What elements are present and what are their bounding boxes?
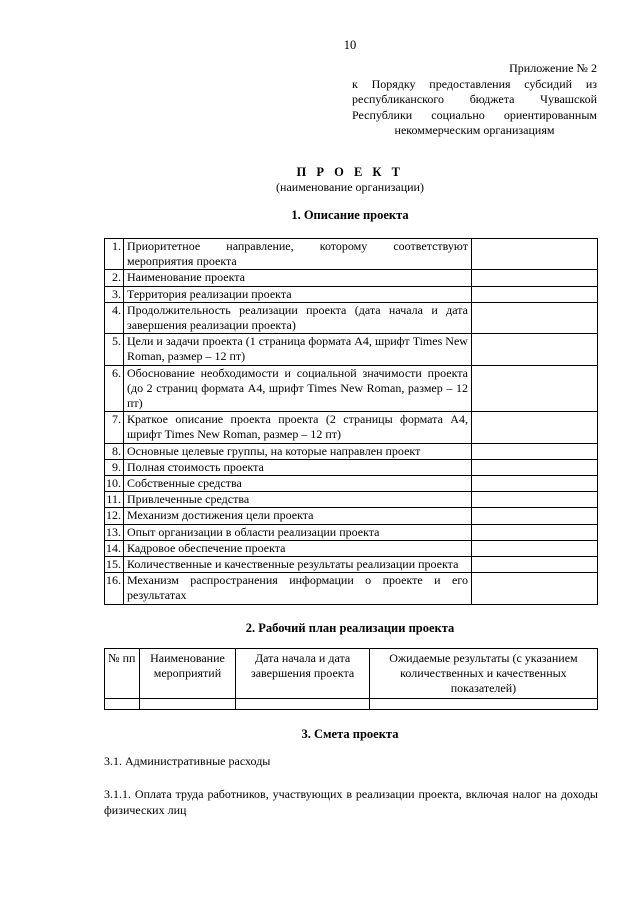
row-value[interactable] (471, 412, 597, 443)
appendix-line-1: Приложение № 2 (509, 61, 597, 75)
appendix-line-4: Республики социально ориентированным (352, 107, 597, 122)
row-number: 3. (105, 286, 124, 302)
row-value[interactable] (471, 476, 597, 492)
row-description: Обоснование необходимости и социальной значимости проекта (до 2 страниц формата А4, шрифт Times New Roman, размер – 12 пт) (123, 365, 471, 412)
row-value[interactable] (471, 443, 597, 459)
row-number: 12. (105, 508, 124, 524)
row-description: Количественные и качественные результаты реализации проекта (123, 557, 471, 573)
table-row (105, 459, 598, 475)
row-value[interactable] (471, 557, 597, 573)
row-description: Собственные средства (123, 476, 471, 492)
budget-item-3-1-1: 3.1.1. Оплата труда работников, участвующих в реализации проекта, включая налог на доходы физических лиц (104, 787, 598, 817)
cell-number[interactable] (105, 699, 140, 710)
cell-results[interactable] (369, 699, 597, 710)
row-value[interactable] (471, 508, 597, 524)
row-number: 9. (105, 459, 124, 475)
row-number: 1. (105, 239, 124, 270)
row-description: Механизм достижения цели проекта (123, 508, 471, 524)
column-header-dates: Дата начала и дата завершения проекта (236, 649, 370, 699)
table-row (105, 412, 598, 443)
column-header-results: Ожидаемые результаты (с указанием количественных и качественных показателей) (369, 649, 597, 699)
row-number: 11. (105, 492, 124, 508)
cell-dates[interactable] (236, 699, 370, 710)
row-number: 7. (105, 412, 124, 443)
table-row (105, 239, 598, 270)
row-description: Опыт организации в области реализации проекта (123, 524, 471, 540)
row-number: 16. (105, 573, 124, 604)
row-description: Приоритетное направление, которому соответствуют мероприятия проекта (123, 239, 471, 270)
row-value[interactable] (471, 459, 597, 475)
row-number: 6. (105, 365, 124, 412)
table-row (105, 557, 598, 573)
table-header-row (105, 649, 598, 699)
column-header-activities: Наименование мероприятий (139, 649, 236, 699)
table-row (105, 699, 598, 710)
appendix-line-5: некоммерческим организациям (394, 123, 555, 137)
project-description-table (104, 238, 598, 605)
row-value[interactable] (471, 540, 597, 556)
document-subtitle: (наименование организации) (276, 180, 424, 194)
row-number: 8. (105, 443, 124, 459)
row-description: Привлеченные средства (123, 492, 471, 508)
cell-activities[interactable] (139, 699, 236, 710)
row-description: Наименование проекта (123, 270, 471, 286)
row-value[interactable] (471, 365, 597, 412)
appendix-header (352, 61, 597, 139)
table-row (105, 524, 598, 540)
table-row (105, 508, 598, 524)
budget-item-3-1: 3.1. Административные расходы (104, 754, 271, 768)
appendix-line-3: республиканского бюджета Чувашской (352, 92, 597, 106)
section-3-heading: 3. Смета проекта (301, 727, 399, 741)
table-row (105, 334, 598, 365)
appendix-line-2: к Порядку предоставления субсидий из (352, 76, 597, 91)
row-value[interactable] (471, 302, 597, 333)
row-number: 2. (105, 270, 124, 286)
table-row (105, 286, 598, 302)
table-row (105, 365, 598, 412)
row-description: Цели и задачи проекта (1 страница формата А4, шрифт Times New Roman, размер – 12 пт) (123, 334, 471, 365)
row-description: Полная стоимость проекта (123, 459, 471, 475)
page-number: 10 (343, 38, 357, 52)
row-description: Кадровое обеспечение проекта (123, 540, 471, 556)
row-description: Механизм распространения информации о проекте и его результатах (123, 573, 471, 604)
table-row (105, 540, 598, 556)
row-value[interactable] (471, 270, 597, 286)
work-plan-table (104, 648, 598, 710)
row-value[interactable] (471, 492, 597, 508)
row-number: 4. (105, 302, 124, 333)
table-row (105, 573, 598, 604)
row-value[interactable] (471, 524, 597, 540)
row-description: Основные целевые группы, на которые направлен проект (123, 443, 471, 459)
column-header-number: № пп (105, 649, 140, 699)
section-1-heading: 1. Описание проекта (291, 208, 409, 222)
row-value[interactable] (471, 286, 597, 302)
row-number: 13. (105, 524, 124, 540)
row-value[interactable] (471, 239, 597, 270)
table-row (105, 270, 598, 286)
row-number: 5. (105, 334, 124, 365)
row-number: 15. (105, 557, 124, 573)
table-row (105, 492, 598, 508)
row-description: Территория реализации проекта (123, 286, 471, 302)
row-value[interactable] (471, 573, 597, 604)
table-row (105, 302, 598, 333)
row-value[interactable] (471, 334, 597, 365)
table-row (105, 476, 598, 492)
row-number: 14. (105, 540, 124, 556)
section-2-heading: 2. Рабочий план реализации проекта (245, 621, 455, 635)
document-title: П Р О Е К Т (296, 165, 404, 179)
table-row (105, 443, 598, 459)
row-description: Продолжительность реализации проекта (дата начала и дата завершения реализации проекта) (123, 302, 471, 333)
row-number: 10. (105, 476, 124, 492)
row-description: Краткое описание проекта проекта (2 страницы формата А4, шрифт Times New Roman, размер – 12 пт) (123, 412, 471, 443)
